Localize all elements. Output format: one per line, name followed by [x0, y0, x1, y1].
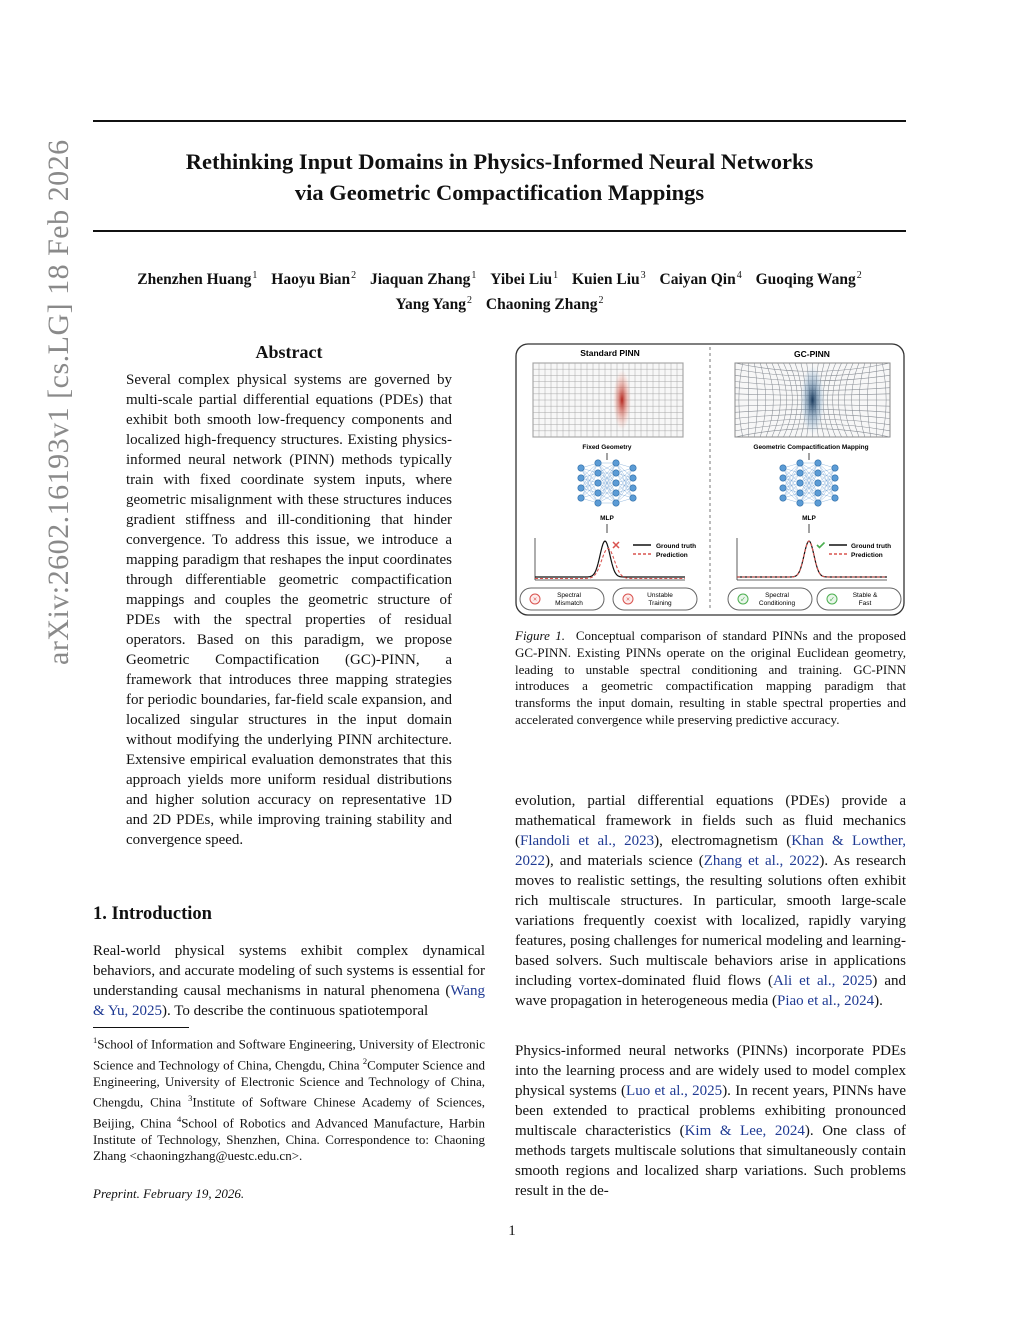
mlp-label-right: MLP — [802, 515, 816, 522]
fixed-grid-graphic — [533, 363, 683, 437]
abstract-text: Several complex physical systems are governed by multi-scale partial differential equations (PDEs) that exhibit both smooth low-frequency components and localized high-frequency structures. Existing physics-informed neural network (PINN) methods typically train with fixed coordinate system inputs, where geometric misalignment with these structures induces gradient stiffness and ill-conditioning that hinder convergence. To address this issue, we introduce a mapping paradigm that reshapes the input coordinates through differentiable geometric compactification mappings and couples the geometric structure of PDEs with the spectral properties of residual operators. Based on this paradigm, we propose Geometric Compactification (GC)-PINN, a framework that introduces three mapping strategies for periodic boundaries, far-field scale expansion, and localized singular structures in the input domain without modifying the underlying PINN architecture. Extensive empirical evaluation demonstrates that this approach yields more uniform residual distributions and higher solution accuracy on representative 1D and 2D PDEs, while improving training stability and convergence speed. — [126, 372, 452, 848]
paper-title — [93, 146, 906, 208]
figure-1-caption: Figure 1. Conceptual comparison of standard PINNs and the proposed GC-PINN. Existing PINNs operate on the original Euclidean geometry, leading to unstable spectral conditioning and training. GC-PINN introduces a geometric compactification mapping paradigm that transforms the input domain, resulting in stable spectral properties and accelerated convergence while preserving predictive accuracy. — [515, 628, 906, 727]
citation-link[interactable]: Khan & Lowther, 2022 — [515, 833, 907, 869]
svg-text:Fast: Fast — [858, 600, 872, 607]
badge-stable-fast — [817, 588, 901, 610]
fixed-geometry-label: Fixed Geometry — [582, 444, 632, 451]
svg-text:Ground truth: Ground truth — [851, 543, 892, 550]
citation-link[interactable]: Wang & Yu, 2025 — [93, 983, 485, 1019]
title-line-1: Rethinking Input Domains in Physics-Informed Neural Networks — [185, 149, 814, 174]
author: Haoyu Bian$^2$ — [271, 270, 357, 289]
svg-text:Spectral: Spectral — [765, 592, 789, 599]
author: Kuien Liu$^3$ — [572, 270, 646, 289]
mlp-label-left: MLP — [600, 515, 614, 522]
title-bottom-rule — [93, 230, 906, 232]
author: Zhenzhen Huang$^1$ — [137, 270, 258, 289]
svg-text:Prediction: Prediction — [851, 552, 883, 559]
compactified-grid-graphic — [735, 363, 890, 437]
badge-spectral-conditioning — [728, 588, 812, 610]
svg-text:Spectral: Spectral — [557, 592, 581, 599]
citation-link[interactable]: Ali et al., 2025 — [772, 973, 873, 989]
intro-paragraph-1-start: Real-world physical systems exhibit complex dynamical behaviors, and accurate modeling of such systems is essential for understanding causal mechanisms in natural phenomena (Wang & Yu, 2025). To describe the continuous spatiotemporal — [93, 943, 485, 1019]
author: Caiyan Qin$^4$ — [659, 270, 742, 289]
citation-link[interactable]: Kim & Lee, 2024 — [684, 1123, 805, 1139]
footnote-rule — [93, 1027, 189, 1028]
left-panel-title: Standard PINN — [580, 348, 640, 358]
right-panel-title: GC-PINN — [794, 349, 830, 359]
compact-center — [801, 366, 825, 434]
figure-1 — [515, 343, 905, 616]
svg-text:Stable &: Stable & — [852, 592, 878, 599]
author: Yang Yang$^2$ — [395, 295, 473, 314]
top-rule — [93, 120, 906, 122]
author: Jiaquan Zhang$^1$ — [370, 270, 477, 289]
abstract-heading: Abstract — [255, 342, 323, 362]
citation-link[interactable]: Luo et al., 2025 — [626, 1083, 723, 1099]
svg-text:✓: ✓ — [740, 596, 746, 604]
author: Guoqing Wang$^2$ — [755, 270, 862, 289]
author: Yibei Liu$^1$ — [490, 270, 559, 289]
preprint-note: Preprint. February 19, 2026. — [93, 1186, 245, 1201]
intro-paragraph-1-continued: evolution, partial differential equations (PDEs) provide a mathematical framework in fields such as fluid mechanics (Flandoli et al., 2023), electromagnetism (Khan & Lowther, 2022), and materials science (Zhang et al., 2022). As research moves to realistic settings, the resulting solutions often exhibit rich multiscale structures. In particular, smooth large-scale variations frequently coexist with localized, rapidly varying features, posing challenges for numerical modeling and learning-based solvers. Such multiscale behaviors arise in applications including vortex-dominated fluid flows (Ali et al., 2025) and wave propagation in heterogeneous media (Piao et al., 2024). — [515, 793, 907, 1009]
badge-unstable-training — [613, 588, 697, 610]
svg-text:Conditioning: Conditioning — [758, 600, 796, 607]
svg-text:×: × — [532, 596, 538, 604]
singularity-hotspot — [613, 370, 631, 430]
page-number: 1 — [508, 1223, 516, 1239]
arxiv-identifier: arXiv:2602.16193v1 [cs.LG] 18 Feb 2026 — [42, 139, 75, 665]
svg-text:Training: Training — [648, 600, 672, 607]
svg-text:Prediction: Prediction — [656, 552, 688, 559]
affiliation-footnote: $^1$School of Information and Software Engineering, University of Electronic Science and Technology of China, Chengdu, China $^2$Computer Science and Engineering, University of Electronic Science and Technology of China, Chengdu, China $^3$Institute of Software Chinese Academy of Sciences, Beijing, China $^4$School of Robotics and Advanced Manufacture, Harbin Institute of Technology, Shenzhen, China. Correspondence to: Chaoning Zhang <chaoningzhang@uestc.edu.cn>. — [93, 1035, 485, 1164]
svg-text:×: × — [625, 596, 631, 604]
section-heading-introduction: 1. Introduction — [93, 904, 212, 924]
svg-text:Mismatch: Mismatch — [555, 600, 583, 607]
citation-link[interactable]: Flandoli et al., 2023 — [520, 833, 655, 849]
citation-link[interactable]: Piao et al., 2024 — [777, 993, 875, 1009]
svg-text:✓: ✓ — [829, 596, 835, 604]
intro-paragraph-2: Physics-informed neural networks (PINNs) incorporate PDEs into the learning process and are widely used to model complex physical systems (Luo et al., 2025). In recent years, PINNs have been extended to practical problems exhibiting pronounced multiscale characteristics (Kim & Lee, 2024). One class of methods targets multiscale solutions that simultaneously contain smooth regions and localized sharp variations. Such problems result in the de- — [515, 1043, 906, 1199]
badge-spectral-mismatch — [520, 588, 604, 610]
citation-link[interactable]: Zhang et al., 2022 — [703, 853, 820, 869]
mapping-label: Geometric Compactification Mapping — [753, 444, 869, 451]
author: Chaoning Zhang$^2$ — [485, 295, 604, 314]
svg-text:Unstable: Unstable — [647, 592, 673, 599]
author-list — [93, 265, 906, 315]
title-line-2: via Geometric Compactification Mappings — [294, 180, 705, 205]
svg-text:Ground truth: Ground truth — [656, 543, 697, 550]
